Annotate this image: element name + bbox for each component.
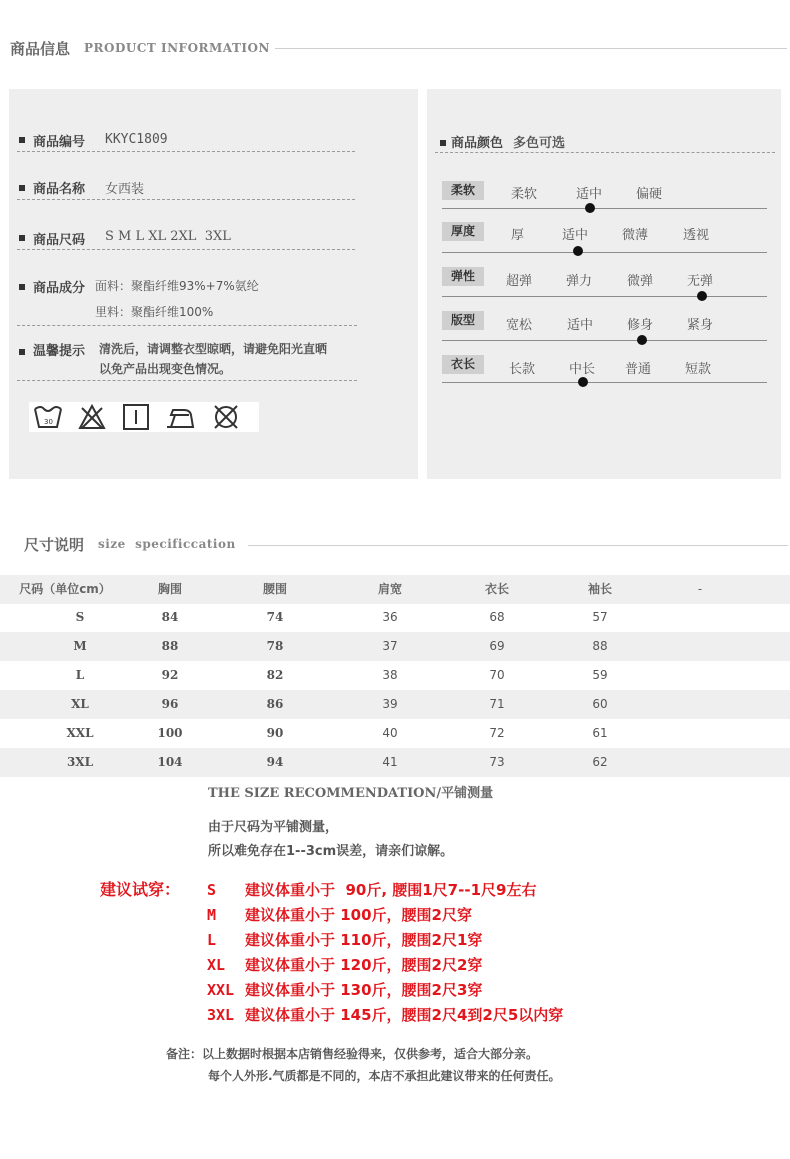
header-cell: 袖长: [587, 582, 612, 596]
recommendation-size: 3XL: [207, 1006, 235, 1024]
recommendation-text: 建议体重小于 110斤，腰围2尺1穿: [245, 931, 483, 949]
scale-option: 无弹: [687, 274, 714, 289]
table-row: [0, 690, 790, 719]
table-cell: S: [75, 610, 85, 624]
note-line2: 所以难免存在1--3cm误差，请亲们谅解。: [208, 844, 454, 859]
bullet-icon: [19, 235, 25, 241]
recommendation-line: [207, 954, 482, 975]
table-cell: 82: [266, 668, 284, 682]
table-cell: 40: [382, 726, 398, 740]
scale-option: 微薄: [622, 228, 649, 243]
scale-option: 中长: [569, 362, 596, 377]
scale-line: [442, 252, 767, 253]
bullet-icon: [440, 140, 446, 146]
scale-option: 修身: [627, 318, 654, 333]
table-row: [0, 632, 790, 661]
table-cell: 39: [382, 697, 398, 711]
recommendation-line: [207, 879, 536, 900]
table-cell: M: [73, 639, 87, 653]
recommendation-size: S: [207, 881, 217, 899]
table-cell: 92: [161, 668, 179, 682]
scale-option: 厚: [511, 228, 525, 243]
name-value: 女西装: [105, 182, 145, 197]
table-cell: L: [75, 668, 85, 682]
table-cell: 86: [266, 697, 284, 711]
footer-note-2: 每个人外形.气质都是不同的，本店不承担此建议带来的任何责任。: [208, 1069, 561, 1083]
divider: [17, 199, 355, 200]
table-cell: 68: [489, 610, 505, 624]
table-cell: 3XL: [66, 755, 94, 769]
composition-fabric: 面料：聚酯纤维93%+7%氨纶: [95, 279, 259, 293]
table-cell: XL: [71, 697, 89, 711]
composition-lining: 里料：聚酯纤维100%: [95, 305, 214, 319]
size-value: S M L XL 2XL 3XL: [105, 229, 231, 244]
product-details-panel: [9, 89, 418, 479]
table-cell: 84: [161, 610, 179, 624]
scale-marker: [578, 377, 588, 387]
recommendation-size: M: [207, 906, 217, 924]
iron-icon: [165, 403, 195, 431]
scale-option: 适中: [567, 318, 594, 333]
table-cell: 37: [382, 639, 398, 653]
code-value: KKYC1809: [105, 132, 168, 147]
table-row: [0, 719, 790, 748]
divider: [435, 152, 775, 153]
divider: [17, 380, 357, 381]
scale-marker: [573, 246, 583, 256]
scale-option: 偏硬: [636, 187, 663, 202]
care-icons: [29, 402, 259, 432]
table-cell: 59: [592, 668, 608, 682]
table-cell: 100: [157, 726, 183, 740]
table-row: [0, 603, 790, 632]
table-cell: 90: [266, 726, 284, 740]
scale-line: [442, 296, 767, 297]
scale-option: 短款: [685, 362, 712, 377]
table-cell: 72: [489, 726, 505, 740]
table-cell: 96: [161, 697, 179, 711]
table-cell: 38: [382, 668, 398, 682]
note-line1: 由于尺码为平铺测量，: [208, 820, 339, 835]
table-cell: 61: [592, 726, 608, 740]
no-dry-clean-icon: [211, 403, 241, 431]
table-cell: 62: [592, 755, 608, 769]
scale-option: 宽松: [506, 318, 533, 333]
scale-option: 超弹: [506, 274, 533, 289]
scale-tag: 版型: [442, 311, 484, 330]
scale-option: 适中: [576, 187, 603, 202]
color-label: 商品颜色: [451, 136, 504, 151]
size-table: [0, 575, 790, 773]
table-cell: 88: [592, 639, 608, 653]
table-cell: 78: [266, 639, 284, 653]
table-cell: 41: [382, 755, 398, 769]
table-cell: XXL: [66, 726, 94, 740]
table-header: [0, 575, 790, 604]
table-cell: 94: [266, 755, 284, 769]
size-label: 商品尺码: [33, 233, 86, 248]
scale-marker: [697, 291, 707, 301]
table-row: [0, 748, 790, 777]
wash-temp-label: 30: [44, 418, 53, 426]
product-info-title: 商品信息: [10, 40, 71, 58]
wash-30-icon: [33, 403, 63, 431]
name-label: 商品名称: [33, 182, 86, 197]
table-cell: 60: [592, 697, 608, 711]
table-cell: 70: [489, 668, 505, 682]
header-cell: -: [697, 582, 703, 596]
scale-option: 透视: [683, 228, 710, 243]
scale-marker: [585, 203, 595, 213]
attributes-panel: [427, 89, 781, 479]
table-cell: 57: [592, 610, 608, 624]
scale-line: [442, 208, 767, 209]
scale-line: [442, 340, 767, 341]
scale-option: 适中: [562, 228, 589, 243]
recommendation-size: XL: [207, 956, 226, 974]
header-cell: 腰围: [262, 582, 287, 596]
recommendation-line: [207, 979, 482, 1000]
bullet-icon: [19, 284, 25, 290]
scale-tag: 厚度: [442, 222, 484, 241]
recommendation-text: 建议体重小于 100斤，腰围2尺穿: [245, 906, 472, 924]
recommendation-text: 建议体重小于 145斤，腰围2尺4到2尺5以内穿: [245, 1006, 564, 1024]
scale-tag: 弹性: [442, 267, 484, 286]
care-tip-label: 温馨提示: [33, 344, 86, 359]
scale-tag: 衣长: [442, 355, 484, 374]
bullet-icon: [19, 185, 25, 191]
recommendation-line: [207, 929, 482, 950]
table-cell: 104: [157, 755, 183, 769]
scale-tag: 柔软: [442, 181, 484, 200]
header-cell: 肩宽: [377, 582, 402, 596]
tumble-dry-icon: [121, 403, 151, 431]
scale-line: [442, 382, 767, 383]
recommendation-text: 建议体重小于 120斤，腰围2尺2穿: [245, 956, 483, 974]
scale-option: 弹力: [566, 274, 593, 289]
table-row: [0, 661, 790, 690]
recommendation-title: THE SIZE RECOMMENDATION/平铺测量: [208, 786, 494, 801]
bullet-icon: [19, 137, 25, 143]
table-cell: 71: [489, 697, 505, 711]
divider: [248, 545, 788, 546]
scale-option: 紧身: [687, 318, 714, 333]
size-spec-subtitle: size specificcation: [98, 537, 236, 551]
scale-marker: [637, 335, 647, 345]
composition-label: 商品成分: [33, 281, 86, 296]
recommendation-text: 建议体重小于 90斤, 腰围1尺7--1尺9左右: [245, 881, 537, 899]
table-cell: 36: [382, 610, 398, 624]
table-cell: 69: [489, 639, 505, 653]
divider: [17, 151, 355, 152]
bullet-icon: [19, 349, 25, 355]
header-cell: 胸围: [157, 582, 182, 596]
size-spec-title: 尺寸说明: [24, 536, 85, 554]
recommendation-text: 建议体重小于 130斤，腰围2尺3穿: [245, 981, 483, 999]
color-value: 多色可选: [513, 136, 566, 151]
scale-option: 柔软: [511, 187, 538, 202]
recommendation-size: L: [207, 931, 217, 949]
footer-note-1: 备注：以上数据时根据本店销售经验得来，仅供参考，适合大部分亲。: [166, 1047, 539, 1061]
recommendation-line: [207, 1004, 563, 1025]
divider: [275, 48, 787, 49]
divider: [17, 249, 355, 250]
table-cell: 74: [266, 610, 284, 624]
divider: [17, 325, 357, 326]
recommendation-line: [207, 904, 472, 925]
header-cell: 尺码（单位cm）: [19, 582, 111, 596]
product-info-subtitle: PRODUCT INFORMATION: [84, 41, 270, 55]
scale-option: 长款: [509, 362, 536, 377]
no-bleach-icon: [77, 403, 107, 431]
header-cell: 衣长: [484, 582, 509, 596]
recommendation-size: XXL: [207, 981, 235, 999]
code-label: 商品编号: [33, 135, 86, 150]
care-tip-line1: 清洗后，请调整衣型晾晒，请避免阳光直晒: [99, 342, 328, 356]
table-cell: 73: [489, 755, 505, 769]
table-cell: 88: [161, 639, 179, 653]
try-on-label: 建议试穿：: [100, 880, 181, 899]
care-tip-line2: 以免产品出现变色情况。: [99, 362, 232, 376]
scale-option: 微弹: [627, 274, 654, 289]
scale-option: 普通: [625, 362, 652, 377]
